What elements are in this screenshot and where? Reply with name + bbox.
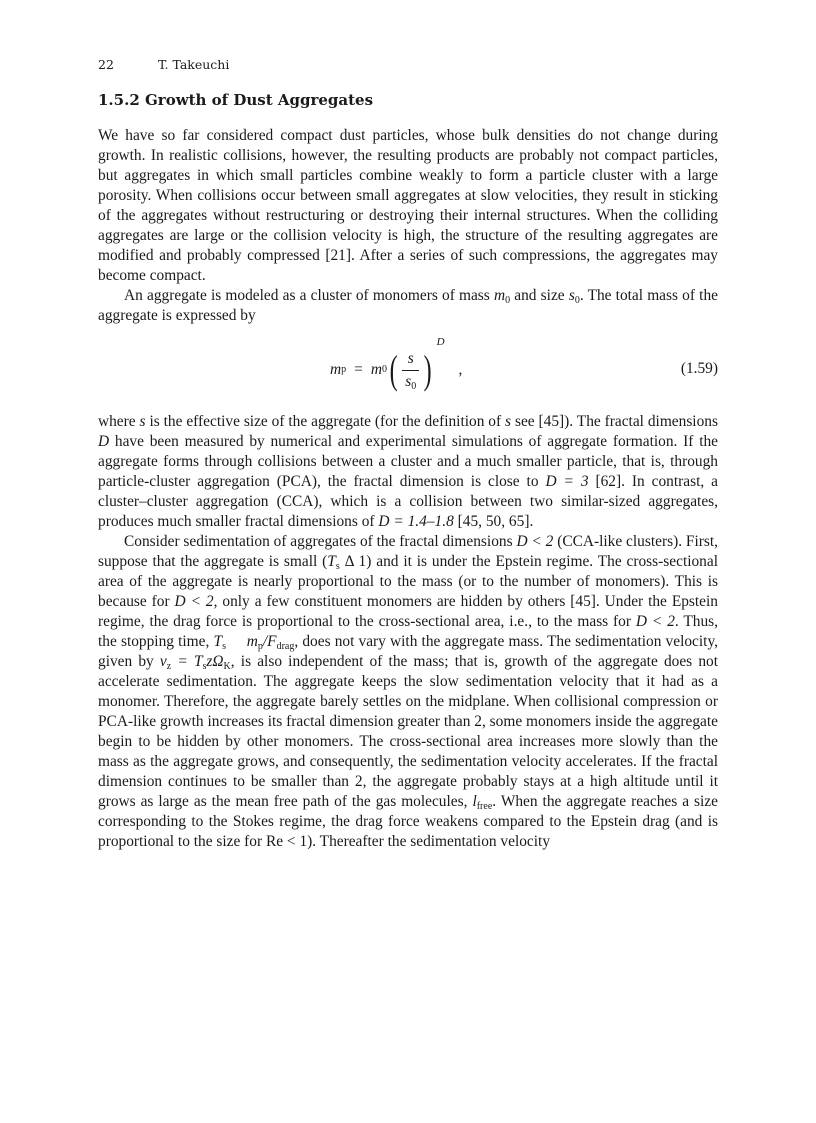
fraction: $\frac{s}{s_0}$ bbox=[402, 350, 419, 391]
paragraph-intro: We have so far considered compact dust particles, whose bulk densities do not change during growth. In realistic collisions, however, the resulting products are probably not compact particles, but aggregates in which small particles combine weakly to form a particle cluster with a large porosity. When collisions occur between small aggregates at slow velocities, they result in sticking of the aggregates without restructuring or destroying their internal structures. When the colliding aggregates are large or the collision velocity is high, the structure of the resulting aggregates are modified and probably compressed [21]. After a series of such compressions, the aggregates may become compact. bbox=[98, 127, 718, 284]
paragraph-sedimentation: Consider sedimentation of aggregates of the fractal dimensions D < 2 (CCA-like clusters). First, suppose that the aggregate is small ($T_s$ Δ 1) and it is under the Epstein regime. The cross-sectional area of the aggregate is nearly proportional to the mass (or to the number of monomers). This is because for D < 2, only a few constituent monomers are hidden by others [45]. Under the Epstein regime, the drag force is proportional to the cross-sectional area, i.e., to the mass for D < 2. Thus, the stopping time, $T_s$ $m_p/F_{drag}$, does not vary with the aggregate mass. The sedimentation velocity, given by $v_z = T_sz\Omega_K$, is also independent of the mass; that is, growth of the aggregate does not accelerate sedimentation. The aggregate keeps the slow sedimentation velocity that it had as a monomer. Therefore, the aggregate barely settles on the midplane. When collisional compression or PCA-like growth increases its fractal dimension greater than 2, some monomers inside the aggregate begin to be hidden by other monomers. The cross-sectional area increases more slowly than the mass as the aggregate grows, and consequently, the sedimentation velocity accelerates. If the fractal dimension continues to be smaller than 2, the aggregate probably stays at a high altitude until it grows as large as the mean free path of the gas molecules, $l_{free}$. When the aggregate reaches a size corresponding to the Stokes regime, the drag force weakens compared to the Epstein drag (and is proportional to the size for Re < 1). Thereafter the sedimentation velocity bbox=[98, 533, 718, 850]
equation-number: (1.59) bbox=[680, 360, 718, 377]
section-title: 1.5.2 Growth of Dust Aggregates bbox=[98, 91, 374, 109]
exponent: D bbox=[436, 336, 445, 348]
running-head bbox=[98, 54, 718, 76]
equation-body: m p = m 0 ( $\frac{s}{s_0}$ ) D , bbox=[330, 336, 463, 392]
running-author: T. Takeuchi bbox=[158, 57, 230, 72]
paragraph-aggregate-model: An aggregate is modeled as a cluster of monomers of mass $m_0$ and size $s_0$. The total mass of the aggregate is expressed by bbox=[98, 287, 718, 324]
right-paren: ) bbox=[423, 347, 432, 392]
equation-1-59 bbox=[98, 328, 718, 412]
left-paren: ( bbox=[389, 347, 398, 392]
page bbox=[98, 54, 718, 852]
page-number: 22 bbox=[98, 57, 114, 72]
paragraph-fractal-dimension: where s is the effective size of the aggregate (for the definition of s see [45]). The fractal dimensions D have been measured by numerical and experimental simulations of aggregate formation. If the aggregate forms through collisions between a cluster and a much smaller particle, that is, through particle-cluster aggregation (PCA), the fractal dimension is close to D = 3 [62]. In contrast, a cluster–cluster aggregation (CCA), which is a collision between two similar-sized aggregates, produces much smaller fractal dimensions of D = 1.4–1.8 [45, 50, 65]. bbox=[98, 413, 718, 530]
